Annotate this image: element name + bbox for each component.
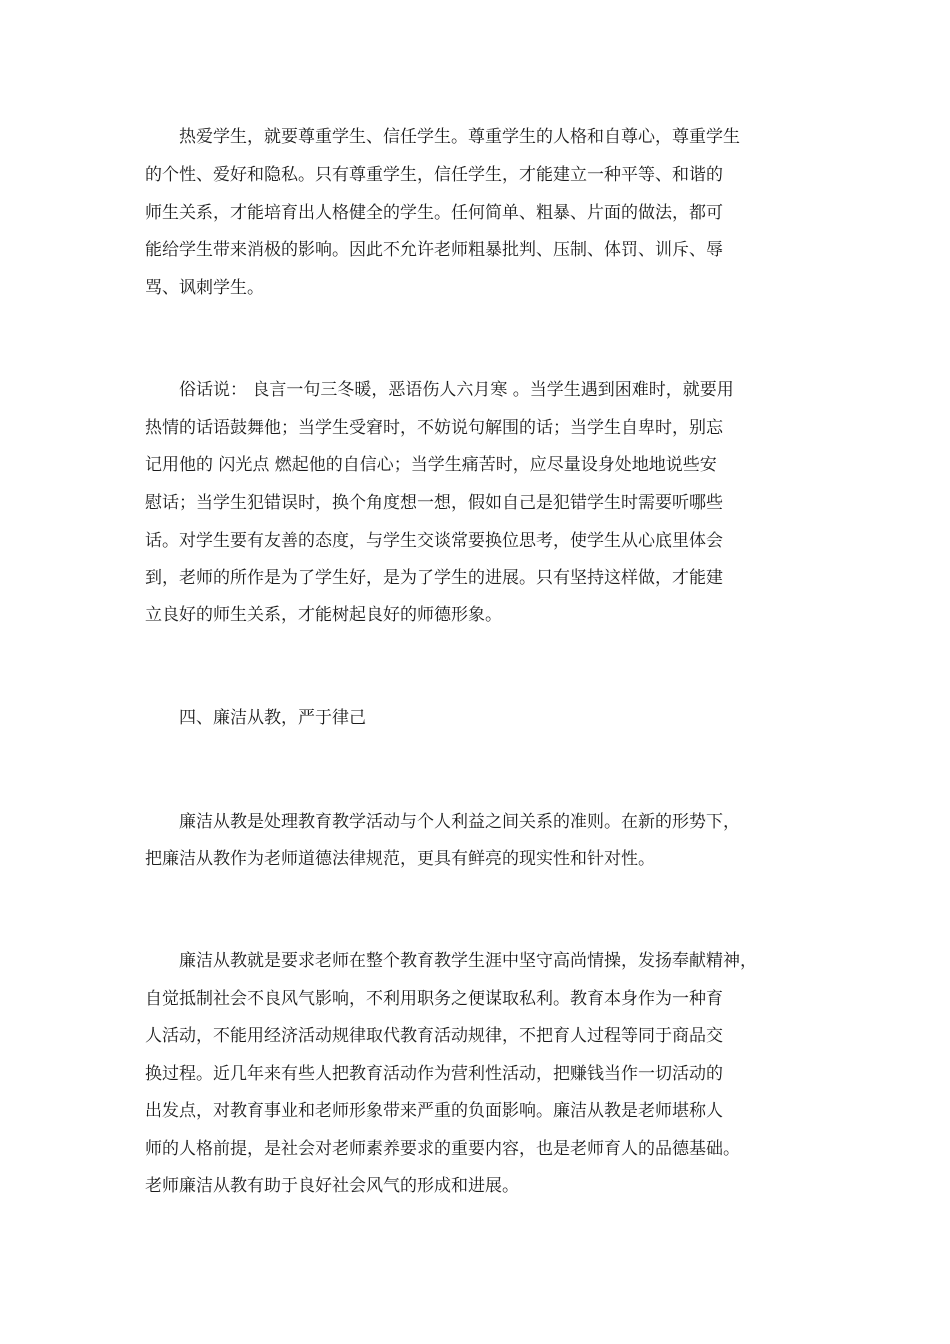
paragraph-3-line-1: 廉洁从教是处理教育教学活动与个人利益之间关系的准则。在新的形势下， bbox=[145, 812, 740, 832]
paragraph-1-line-3: 师生关系，才能培育出人格健全的学生。任何简单、粗暴、片面的做法，都可 bbox=[145, 203, 723, 223]
paragraph-2-line-1: 俗话说： 良言一句三冬暖，恶语伤人六月寒 。当学生遇到困难时，就要用 bbox=[145, 380, 734, 400]
paragraph-1-line-1: 热爱学生，就要尊重学生、信任学生。尊重学生的人格和自尊心，尊重学生 bbox=[145, 127, 740, 147]
paragraph-1-line-4: 能给学生带来消极的影响。因此不允许老师粗暴批判、压制、体罚、训斥、辱 bbox=[145, 240, 723, 260]
paragraph-4-line-4: 换过程。近几年来有些人把教育活动作为营利性活动，把赚钱当作一切活动的 bbox=[145, 1064, 723, 1084]
paragraph-4-line-1: 廉洁从教就是要求老师在整个教育教学生涯中坚守高尚情操，发扬奉献精神， bbox=[145, 951, 757, 971]
paragraph-4-line-7: 老师廉洁从教有助于良好社会风气的形成和进展。 bbox=[145, 1176, 519, 1196]
paragraph-1-line-5: 骂、讽刺学生。 bbox=[145, 278, 264, 298]
paragraph-2-line-6: 到，老师的所作是为了学生好，是为了学生的进展。只有坚持这样做，才能建 bbox=[145, 568, 723, 588]
paragraph-2-line-4: 慰话；当学生犯错误时，换个角度想一想，假如自己是犯错学生时需要听哪些 bbox=[145, 493, 723, 513]
paragraph-4-line-5: 出发点，对教育事业和老师形象带来严重的负面影响。廉洁从教是老师堪称人 bbox=[145, 1101, 723, 1121]
paragraph-2-line-3: 记用他的 闪光点 燃起他的自信心；当学生痛苦时，应尽量设身处地地说些安 bbox=[145, 455, 717, 475]
paragraph-2-line-5: 话。对学生要有友善的态度，与学生交谈常要换位思考，使学生从心底里体会 bbox=[145, 531, 723, 551]
paragraph-3-line-2: 把廉洁从教作为老师道德法律规范，更具有鲜亮的现实性和针对性。 bbox=[145, 849, 655, 869]
paragraph-2-line-7: 立良好的师生关系，才能树起良好的师德形象。 bbox=[145, 605, 502, 625]
paragraph-2-line-2: 热情的话语鼓舞他；当学生受窘时，不妨说句解围的话；当学生自卑时，别忘 bbox=[145, 418, 723, 438]
paragraph-4-line-6: 师的人格前提，是社会对老师素养要求的重要内容，也是老师育人的品德基础。 bbox=[145, 1139, 740, 1159]
paragraph-4-line-3: 人活动，不能用经济活动规律取代教育活动规律，不把育人过程等同于商品交 bbox=[145, 1026, 723, 1046]
paragraph-1-line-2: 的个性、爱好和隐私。只有尊重学生，信任学生，才能建立一种平等、和谐的 bbox=[145, 165, 723, 185]
paragraph-4-line-2: 自觉抵制社会不良风气影响，不利用职务之便谋取私利。教育本身作为一种育 bbox=[145, 989, 723, 1009]
section-heading: 四、廉洁从教，严于律己 bbox=[145, 708, 366, 728]
